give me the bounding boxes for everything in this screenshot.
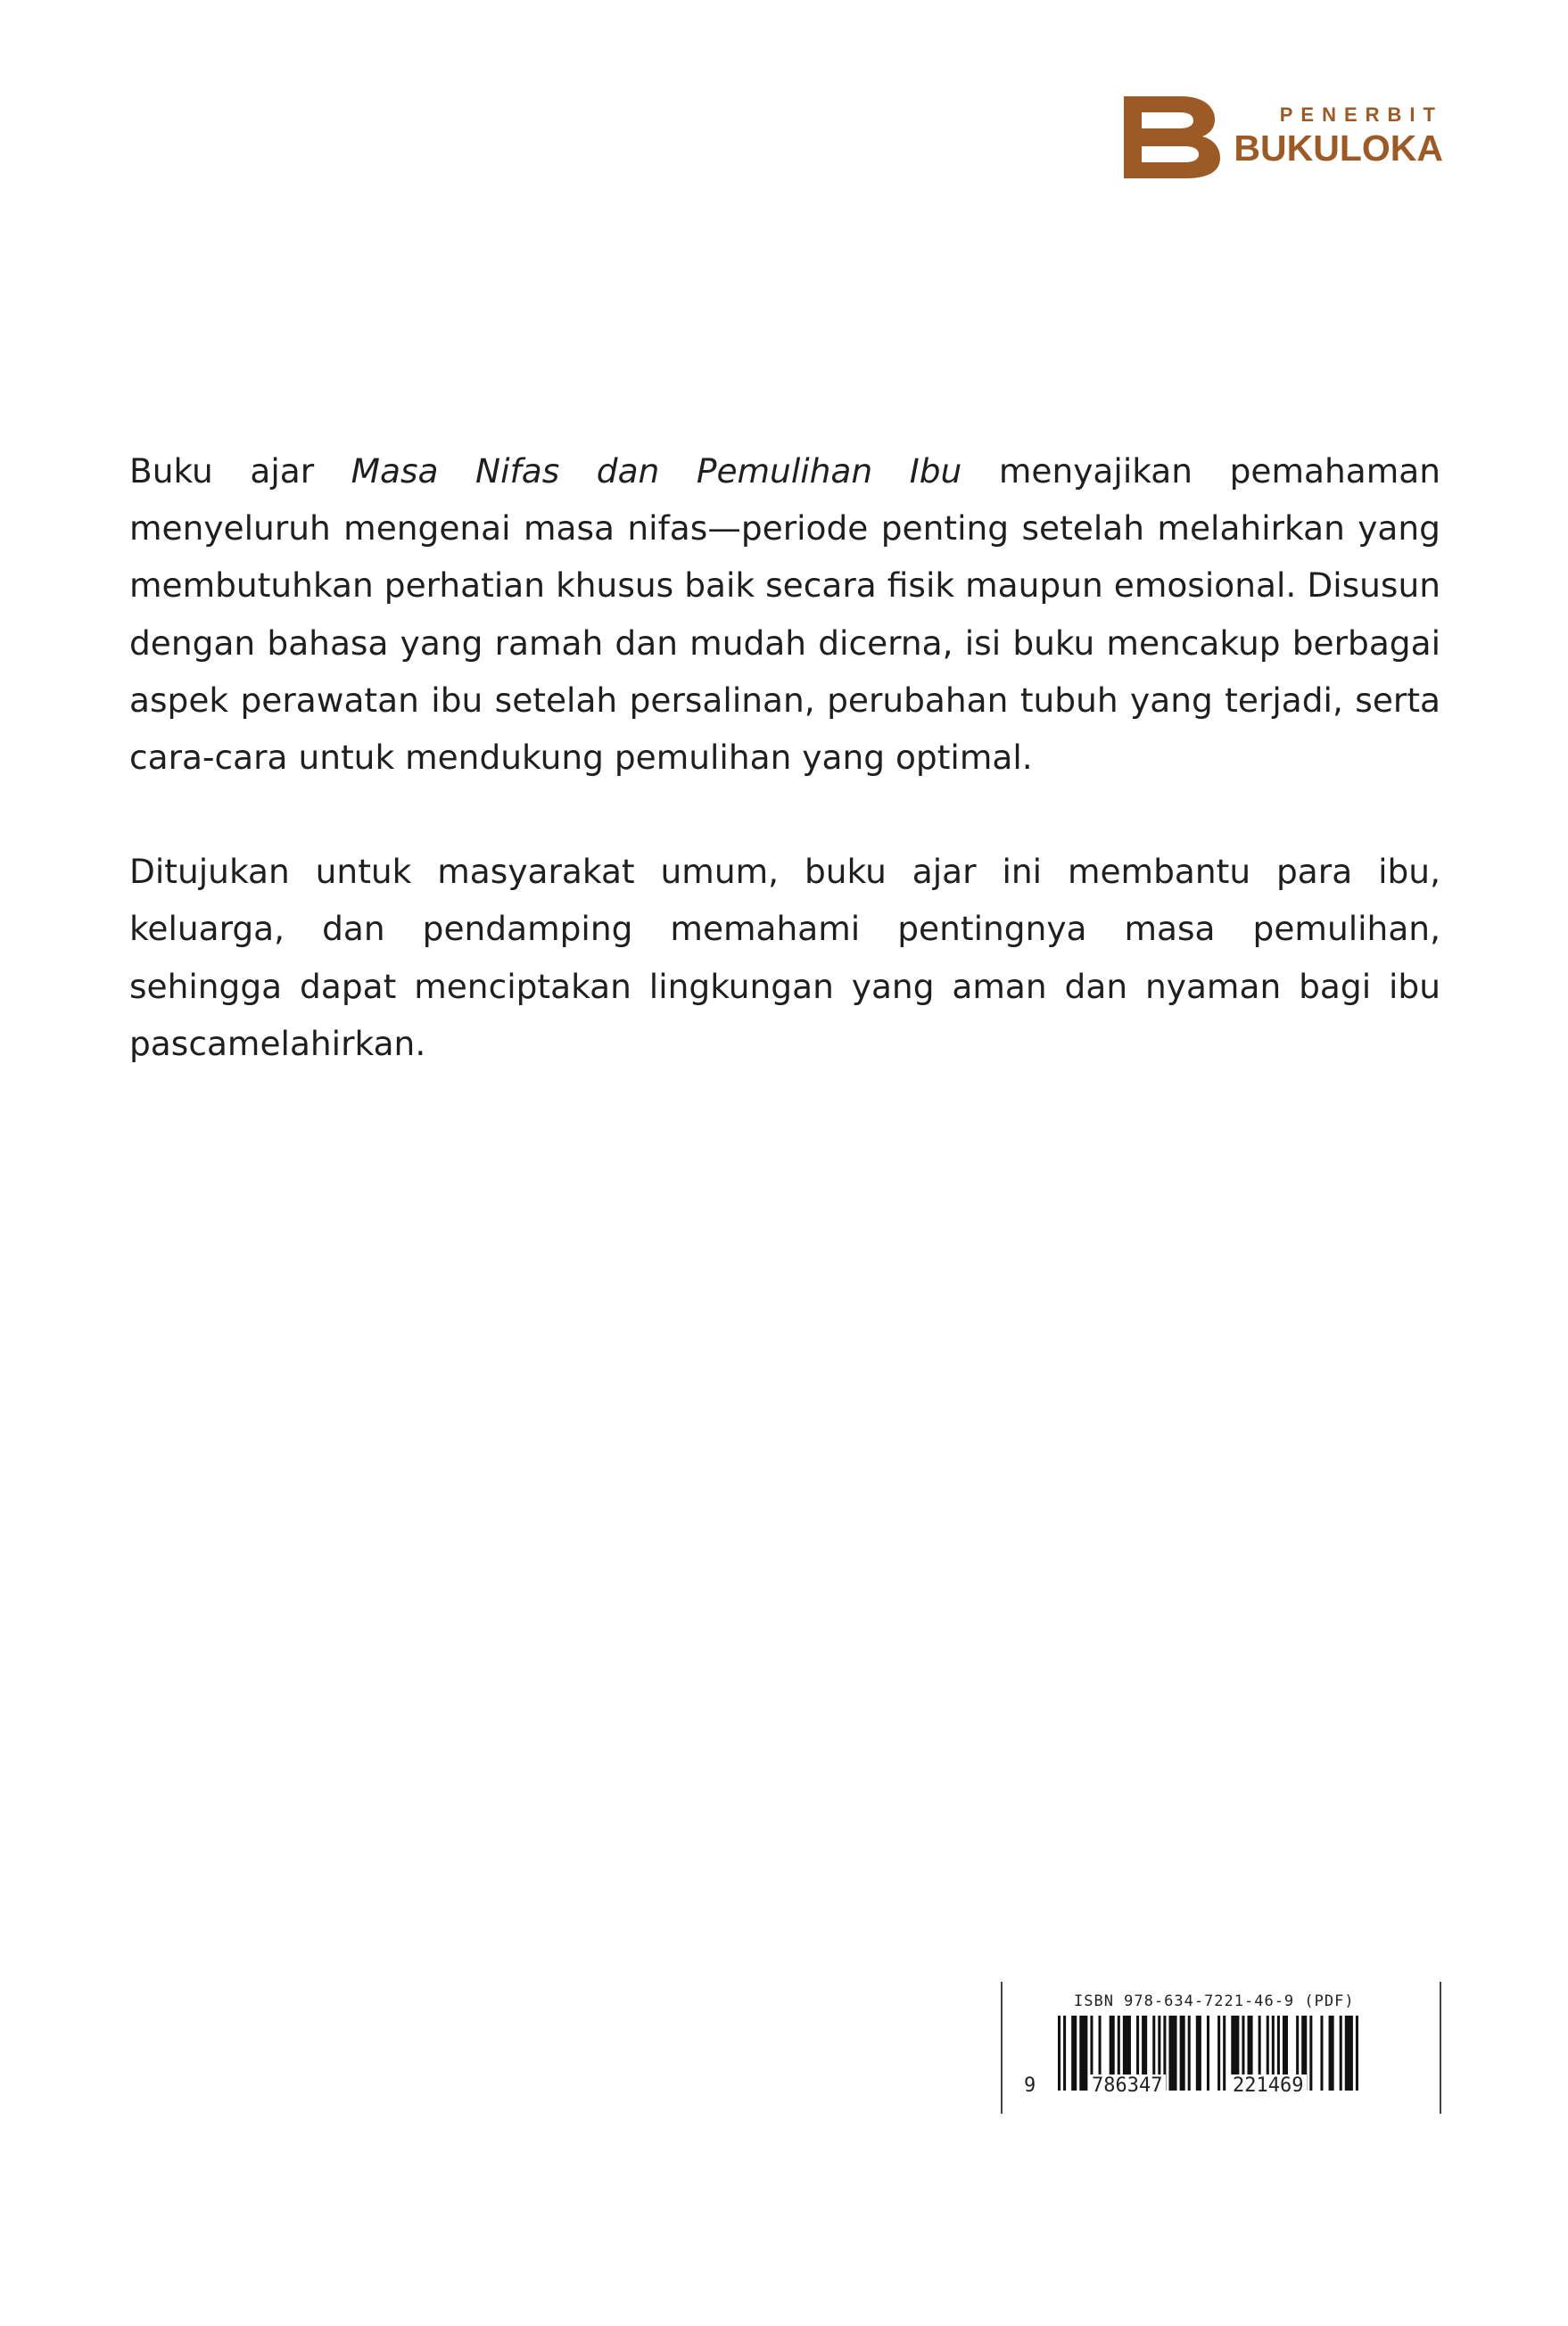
isbn-left-rule <box>1001 1982 1003 2114</box>
barcode-bar <box>1058 2016 1060 2091</box>
publisher-name: BUKULOKA <box>1234 128 1443 169</box>
barcode-bar <box>1340 2016 1342 2091</box>
barcode-left-digits: 786347 <box>1088 2074 1166 2097</box>
barcode-bar <box>1168 2016 1176 2091</box>
barcode-bar <box>1071 2016 1077 2091</box>
barcode-bar <box>1063 2016 1066 2091</box>
isbn-right-rule <box>1440 1982 1441 2114</box>
barcode-bar <box>1345 2016 1353 2091</box>
publisher-logo <box>1122 93 1443 182</box>
barcode-bar <box>1309 2016 1312 2091</box>
barcode-bar <box>1180 2016 1185 2091</box>
isbn-label: ISBN 978-634-7221-46-9 (PDF) <box>1074 1992 1355 2010</box>
barcode-bar <box>1188 2016 1191 2091</box>
barcode-bar <box>1217 2016 1220 2091</box>
blurb-p1-before: Buku ajar <box>129 451 351 491</box>
book-title: Masa Nifas dan Pemulihan Ibu <box>351 451 962 491</box>
barcode-bar <box>1196 2016 1201 2091</box>
blurb-p1-after: menyajikan pemahaman menyeluruh mengenai masa nifas—periode penting setelah melahirkan yang membutuhkan perhatian khusus baik secara fisik maupun emosional. Disusun dengan bahasa yang ramah dan mudah dicerna, isi buku mencakup berbagai aspek perawatan ibu setelah persalinan, perubahan tubuh yang terjadi, serta cara-cara untuk mendukung pemulihan yang optimal. <box>129 451 1440 778</box>
barcode-right-digits: 221469 <box>1229 2074 1307 2097</box>
barcode-bar <box>1223 2016 1226 2091</box>
blurb-paragraph-2: Ditujukan untuk masyarakat umum, buku ajar ini membantu para ibu, keluarga, dan pendamping memahami pentingnya masa pemulihan, sehingga dapat menciptakan lingkungan yang aman dan nyaman bagi ibu pascamelahirkan. <box>129 852 1440 1063</box>
barcode-lead-digit: 9 <box>1024 2074 1036 2097</box>
publisher-kicker: PENERBIT <box>1279 103 1443 126</box>
barcode-bar <box>1329 2016 1334 2091</box>
barcode-bar <box>1079 2016 1087 2091</box>
blurb-paragraph-1 <box>129 442 1440 786</box>
barcode-bar <box>1207 2016 1209 2091</box>
book-blurb <box>129 442 1440 1072</box>
barcode-bar <box>1320 2016 1323 2091</box>
barcode-bar <box>1356 2016 1358 2091</box>
isbn-barcode-block <box>1001 1982 1441 2114</box>
